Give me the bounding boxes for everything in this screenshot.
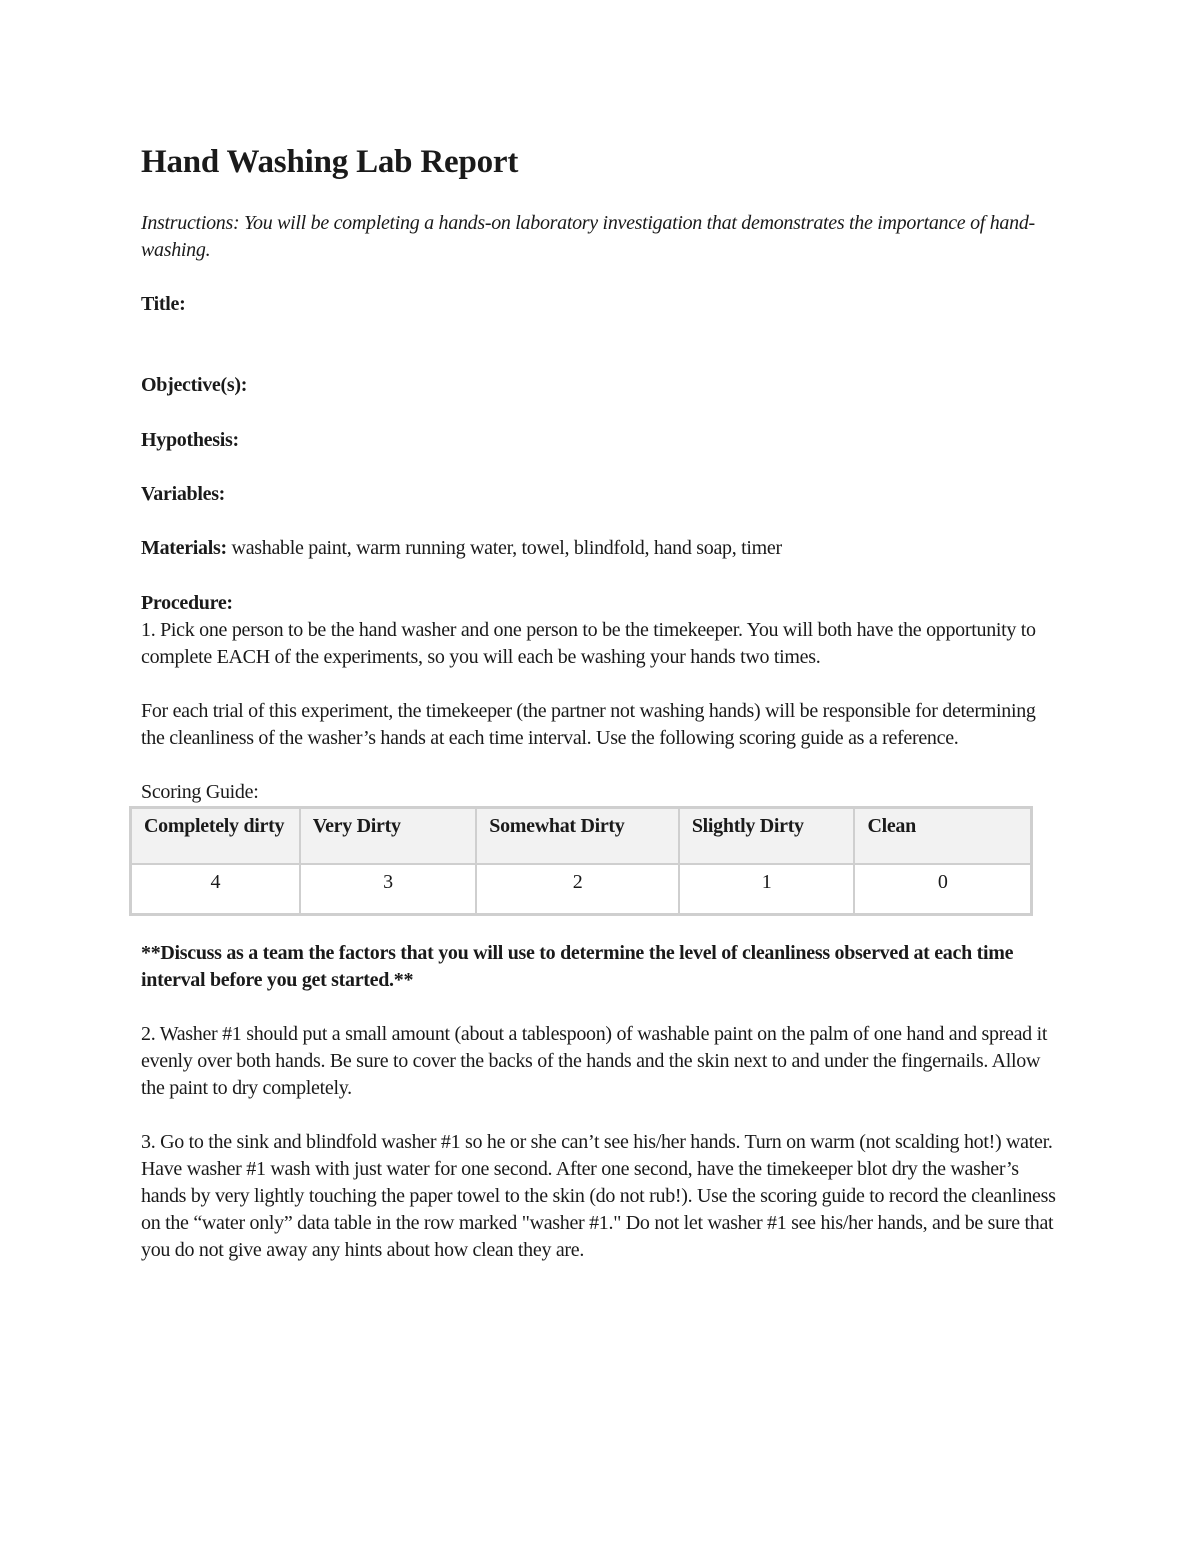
scoring-value-cell: 2 <box>476 864 679 914</box>
title-field-label: Title: <box>141 293 186 315</box>
materials-line <box>141 535 1061 562</box>
variables-field-label: Variables: <box>141 483 226 505</box>
scoring-value-cell: 1 <box>679 864 855 914</box>
procedure-field-label: Procedure: <box>141 592 233 614</box>
document-page <box>141 140 1061 1264</box>
scoring-table-wrap <box>129 806 1033 916</box>
scoring-table-value-row <box>131 864 1031 914</box>
scoring-table-area <box>141 806 1061 912</box>
document-title: Hand Washing Lab Report <box>141 144 519 180</box>
scoring-header-cell: Very Dirty <box>300 808 477 864</box>
scoring-table-header-row <box>131 808 1031 864</box>
instructions-text: Instructions: You will be completing a hands-on laboratory investigation that demonstrates the importance of hand-washing. <box>141 212 1035 261</box>
scoring-value-cell: 3 <box>300 864 477 914</box>
scoring-header-cell: Somewhat Dirty <box>476 808 679 864</box>
hypothesis-field-label: Hypothesis: <box>141 429 239 451</box>
procedure-step-3: 3. Go to the sink and blindfold washer #1 so he or she can’t see his/her hands. Turn on warm (not scalding hot!) water. Have washer #1 wash with just water for one second. After one second, have the timekeeper blot dry the washer’s hands by very lightly touching the paper towel to the skin (do not rub!). Use the scoring guide to record the cleanliness on the “water only” data table in the row marked "washer #1." Do not let washer #1 see his/her hands, and be sure that you do not give away any hints about how clean they are. <box>141 1131 1056 1261</box>
scoring-header-cell: Completely dirty <box>131 808 300 864</box>
scoring-header-cell: Slightly Dirty <box>679 808 855 864</box>
scoring-value-cell: 4 <box>131 864 300 914</box>
scoring-guide-caption: Scoring Guide: <box>141 781 259 803</box>
procedure-step-2: 2. Washer #1 should put a small amount (about a tablespoon) of washable paint on the palm of one hand and spread it evenly over both hands. Be sure to cover the backs of the hands and the skin next to and under the fingernails. Allow the paint to dry completely. <box>141 1023 1048 1099</box>
objectives-field-label: Objective(s): <box>141 374 248 396</box>
scoring-value-cell: 0 <box>854 864 1031 914</box>
materials-field-label: Materials: <box>141 537 227 559</box>
procedure-step-1: 1. Pick one person to be the hand washer and one person to be the timekeeper. You will both have the opportunity to complete EACH of the experiments, so you will each be washing your hands two times. <box>141 619 1036 668</box>
materials-value: washable paint, warm running water, towel, blindfold, hand soap, timer <box>226 537 782 559</box>
scoring-header-cell: Clean <box>854 808 1031 864</box>
discuss-note: **Discuss as a team the factors that you will use to determine the level of cleanliness observed at each time interval before you get started.** <box>141 942 1014 991</box>
scoring-table <box>129 806 1033 916</box>
trial-note: For each trial of this experiment, the timekeeper (the partner not washing hands) will be responsible for determining the cleanliness of the washer’s hands at each time interval. Use the following scoring guide as a reference. <box>141 700 1036 749</box>
